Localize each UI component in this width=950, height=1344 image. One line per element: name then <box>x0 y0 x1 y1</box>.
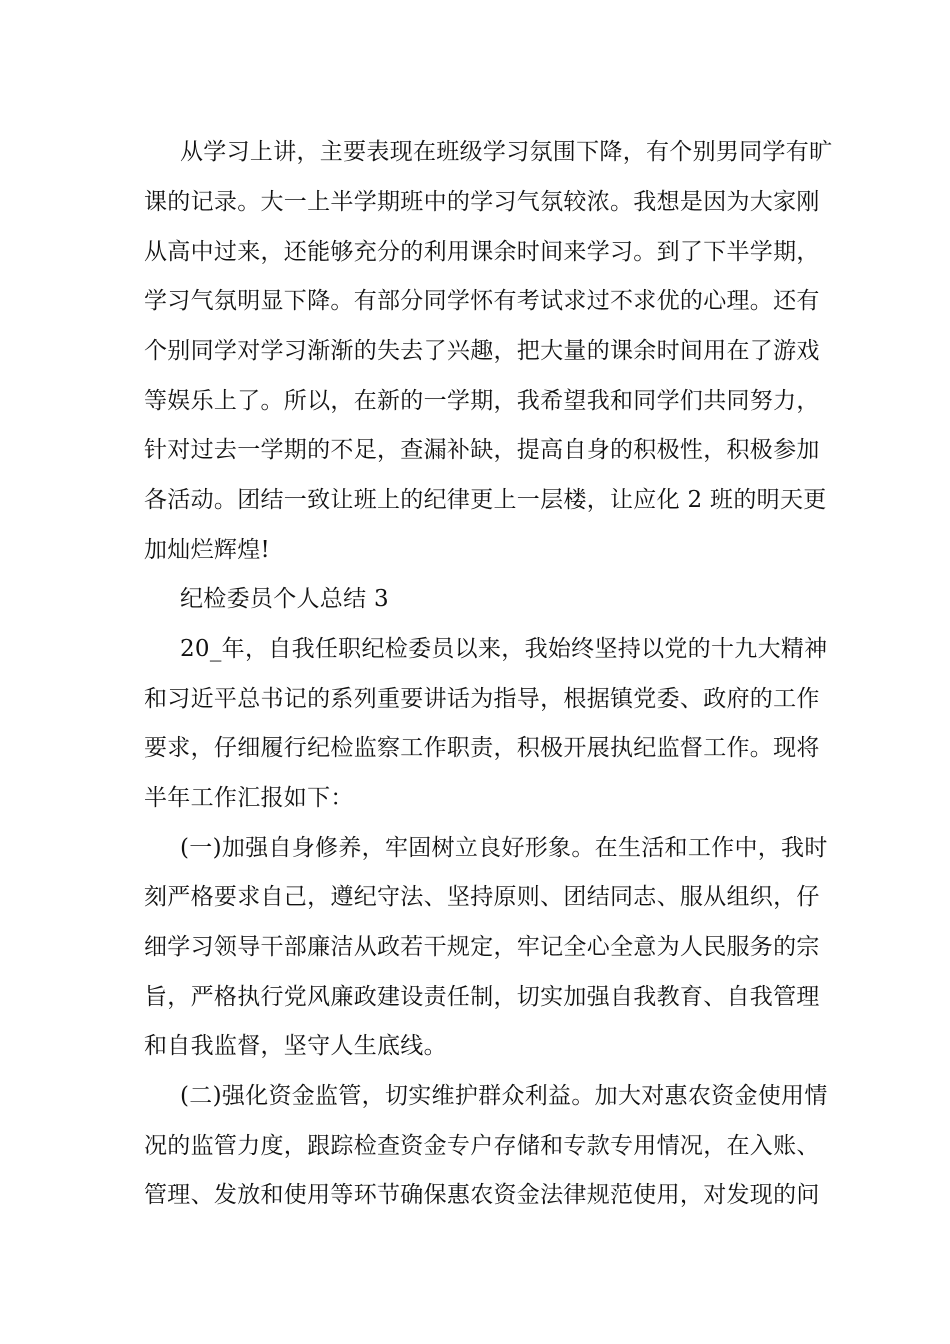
paragraph-2-line-1: 20_年，自我任职纪检委员以来，我始终坚持以党的十九大精神 <box>180 636 828 662</box>
paragraph-4-line-3: 管理、发放和使用等环节确保惠农资金法律规范使用，对发现的问 <box>144 1182 820 1208</box>
paragraph-1-line-8: 各活动。团结一致让班上的纪律更上一层楼，让应化 2 班的明天更 <box>144 487 827 513</box>
paragraph-4-line-2: 况的监管力度，跟踪检查资金专户存储和专款专用情况，在入账、 <box>144 1133 820 1159</box>
paragraph-1-line-4: 学习气氛明显下降。有部分同学怀有考试求过不求优的心理。还有 <box>144 288 820 314</box>
paragraph-2-line-3: 要求，仔细履行纪检监察工作职责，积极开展执纪监督工作。现将 <box>144 735 820 761</box>
paragraph-3-line-3: 细学习领导干部廉洁从政若干规定，牢记全心全意为人民服务的宗 <box>144 934 820 960</box>
paragraph-2-line-4: 半年工作汇报如下： <box>144 785 354 811</box>
paragraph-3-line-4: 旨，严格执行党风廉政建设责任制，切实加强自我教育、自我管理 <box>144 984 820 1010</box>
paragraph-3-line-5: 和自我监督，坚守人生底线。 <box>144 1033 447 1059</box>
paragraph-3-line-2: 刻严格要求自己，遵纪守法、坚持原则、团结同志、服从组织，仔 <box>144 884 820 910</box>
paragraph-1-line-9: 加灿烂辉煌! <box>144 537 271 563</box>
paragraph-1-line-6: 等娱乐上了。所以，在新的一学期，我希望我和同学们共同努力， <box>144 388 820 414</box>
paragraph-3-line-1: (一)加强自身修养，牢固树立良好形象。在生活和工作中，我时 <box>180 835 828 861</box>
paragraph-1-line-3: 从高中过来，还能够充分的利用课余时间来学习。到了下半学期， <box>144 239 820 265</box>
paragraph-1-line-2: 课的记录。大一上半学期班中的学习气氛较浓。我想是因为大家刚 <box>144 189 820 215</box>
paragraph-4-line-1: (二)强化资金监管，切实维护群众利益。加大对惠农资金使用情 <box>180 1083 828 1109</box>
paragraph-1-line-5: 个别同学对学习渐渐的失去了兴趣，把大量的课余时间用在了游戏 <box>144 338 820 364</box>
paragraph-2-line-2: 和习近平总书记的系列重要讲话为指导，根据镇党委、政府的工作 <box>144 686 820 712</box>
section-heading: 纪检委员个人总结 3 <box>180 586 389 612</box>
paragraph-1-line-7: 针对过去一学期的不足，查漏补缺，提高自身的积极性，积极参加 <box>144 437 820 463</box>
paragraph-1-line-1: 从学习上讲，主要表现在班级学习氛围下降，有个别男同学有旷 <box>180 139 833 165</box>
